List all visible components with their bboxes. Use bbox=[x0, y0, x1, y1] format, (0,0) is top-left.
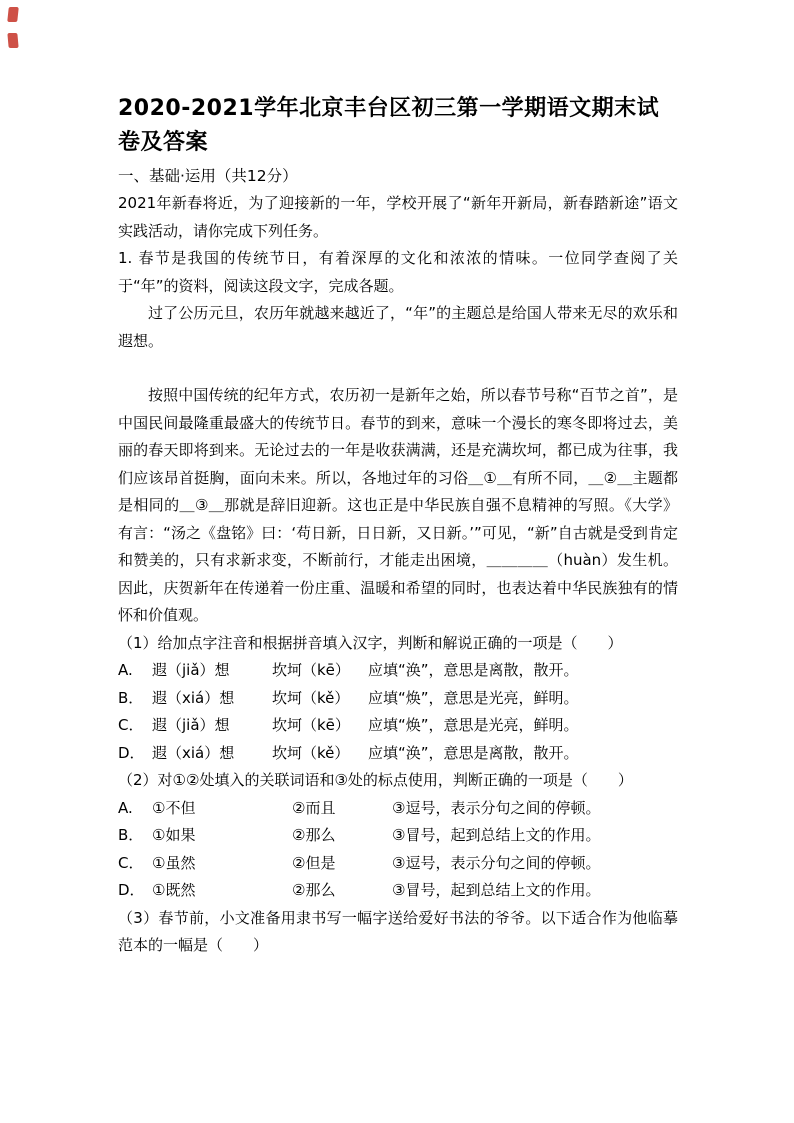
sub-question-2-options bbox=[118, 795, 678, 905]
option-label: B． bbox=[118, 826, 144, 844]
sub-question-1-stem: （1）给加点字注音和根据拼音填入汉字，判断和解说正确的一项是（ ） bbox=[118, 633, 623, 652]
option-word-pinyin: 遐（jiǎ）想 bbox=[152, 716, 230, 734]
option-punctuation: ③逗号，表示分句之间的停顿。 bbox=[392, 798, 601, 817]
option-word-pinyin-2: 坎坷（kē） bbox=[272, 661, 350, 679]
option-row-2b bbox=[118, 822, 678, 850]
option-explanation: 应填“涣”，意思是离散，散开。 bbox=[368, 661, 579, 679]
red-corner-mark-bottom bbox=[7, 33, 18, 48]
option-label: C． bbox=[118, 716, 144, 734]
intro-paragraph: 2021年新春将近，为了迎接新的一年，学校开展了“新年开新局，新春踏新途”语文实践活动，请你完成下列任务。 bbox=[118, 194, 678, 240]
option-label: A. bbox=[118, 661, 133, 679]
option-punctuation: ③冒号，起到总结上文的作用。 bbox=[392, 881, 601, 899]
document-content bbox=[118, 92, 678, 960]
option-explanation: 应填“涣”，意思是离散，散开。 bbox=[368, 743, 579, 762]
option-conjunction-1: ①既然 bbox=[152, 881, 196, 899]
option-row-2c bbox=[118, 850, 678, 878]
sub-question-2-stem: （2）对①②处填入的关联词语和③处的标点使用，判断正确的一项是（ ） bbox=[118, 771, 633, 789]
option-conjunction-2: ②那么 bbox=[292, 881, 336, 899]
red-corner-mark-top bbox=[7, 7, 19, 22]
option-label: B． bbox=[118, 688, 144, 707]
option-row-1a bbox=[118, 657, 678, 685]
sub-question-1-options bbox=[118, 657, 678, 767]
option-conjunction-1: ①虽然 bbox=[152, 853, 196, 872]
option-row-2a bbox=[118, 795, 678, 823]
option-word-pinyin-2: 坎坷（kē） bbox=[272, 716, 350, 734]
option-conjunction-1: ①如果 bbox=[152, 826, 196, 844]
section-heading: 一、基础·运用（共12分） bbox=[118, 167, 298, 185]
option-explanation: 应填“焕”，意思是光亮，鲜明。 bbox=[368, 688, 579, 707]
option-word-pinyin-2: 坎坷（kě） bbox=[272, 743, 350, 762]
option-row-1c bbox=[118, 712, 678, 740]
option-conjunction-2: ②但是 bbox=[292, 853, 336, 872]
sub-question-3-stem: （3）春节前，小文准备用隶书写一幅字送给爱好书法的爷爷。以下适合作为他临摹范本的一幅是（ ） bbox=[118, 908, 678, 954]
question-1-stem: 1. 春节是我国的传统节日，有着深厚的文化和浓浓的情味。一位同学查阅了关于“年”的资料，阅读这段文字，完成各题。 bbox=[118, 249, 678, 295]
option-punctuation: ③逗号，表示分句之间的停顿。 bbox=[392, 853, 601, 872]
option-word-pinyin: 遐（jiǎ）想 bbox=[152, 661, 230, 679]
passage-paragraph-1: 过了公历元旦，农历年就越来越近了，“年”的主题总是给国人带来无尽的欢乐和遐想。 bbox=[118, 304, 678, 350]
option-conjunction-2: ②而且 bbox=[292, 798, 336, 817]
option-row-2d bbox=[118, 877, 678, 905]
option-word-pinyin-2: 坎坷（kě） bbox=[272, 688, 350, 707]
red-corner-marks bbox=[7, 5, 23, 53]
option-row-1d bbox=[118, 740, 678, 768]
option-conjunction-1: ①不但 bbox=[152, 798, 196, 817]
option-label: C． bbox=[118, 853, 144, 872]
option-label: A. bbox=[118, 798, 133, 817]
option-word-pinyin: 遐（xiá）想 bbox=[152, 743, 235, 762]
option-label: D． bbox=[118, 881, 145, 899]
option-label: D． bbox=[118, 743, 145, 762]
page-title: 2020-2021学年北京丰台区初三第一学期语文期末试卷及答案 bbox=[118, 96, 660, 155]
passage-paragraph-2: 按照中国传统的纪年方式，农历初一是新年之始，所以春节号称“百节之首”，是中国民间最隆重最盛大的传统节日。春节的到来，意味一个漫长的寒冬即将过去，美丽的春天即将到来。无论过去的一年是收获满满，还是充满坎坷，都已成为往事，我们应该昂首挺胸，面向未来。所以，各地过年的习俗＿①＿有所不同，＿②＿主题都是相同的＿③＿那就是辞旧迎新。这也正是中华民族自强不息精神的写照。《大学》有言：“汤之《盘铭》曰：‘苟日新，日日新，又日新。’”可见，“新”自古就是受到肯定和赞美的，只有求新求变，不断前行，才能走出困境，＿＿＿＿（huàn）发生机。因此，庆贺新年在传递着一份庄重、温暖和希望的同时，也表达着中华民族独有的情怀和价值观。 bbox=[118, 386, 678, 624]
option-punctuation: ③冒号，起到总结上文的作用。 bbox=[392, 826, 601, 844]
option-conjunction-2: ②那么 bbox=[292, 826, 336, 844]
option-explanation: 应填“焕”，意思是光亮，鲜明。 bbox=[368, 716, 579, 734]
option-word-pinyin: 遐（xiá）想 bbox=[152, 688, 235, 707]
option-row-1b bbox=[118, 685, 678, 713]
